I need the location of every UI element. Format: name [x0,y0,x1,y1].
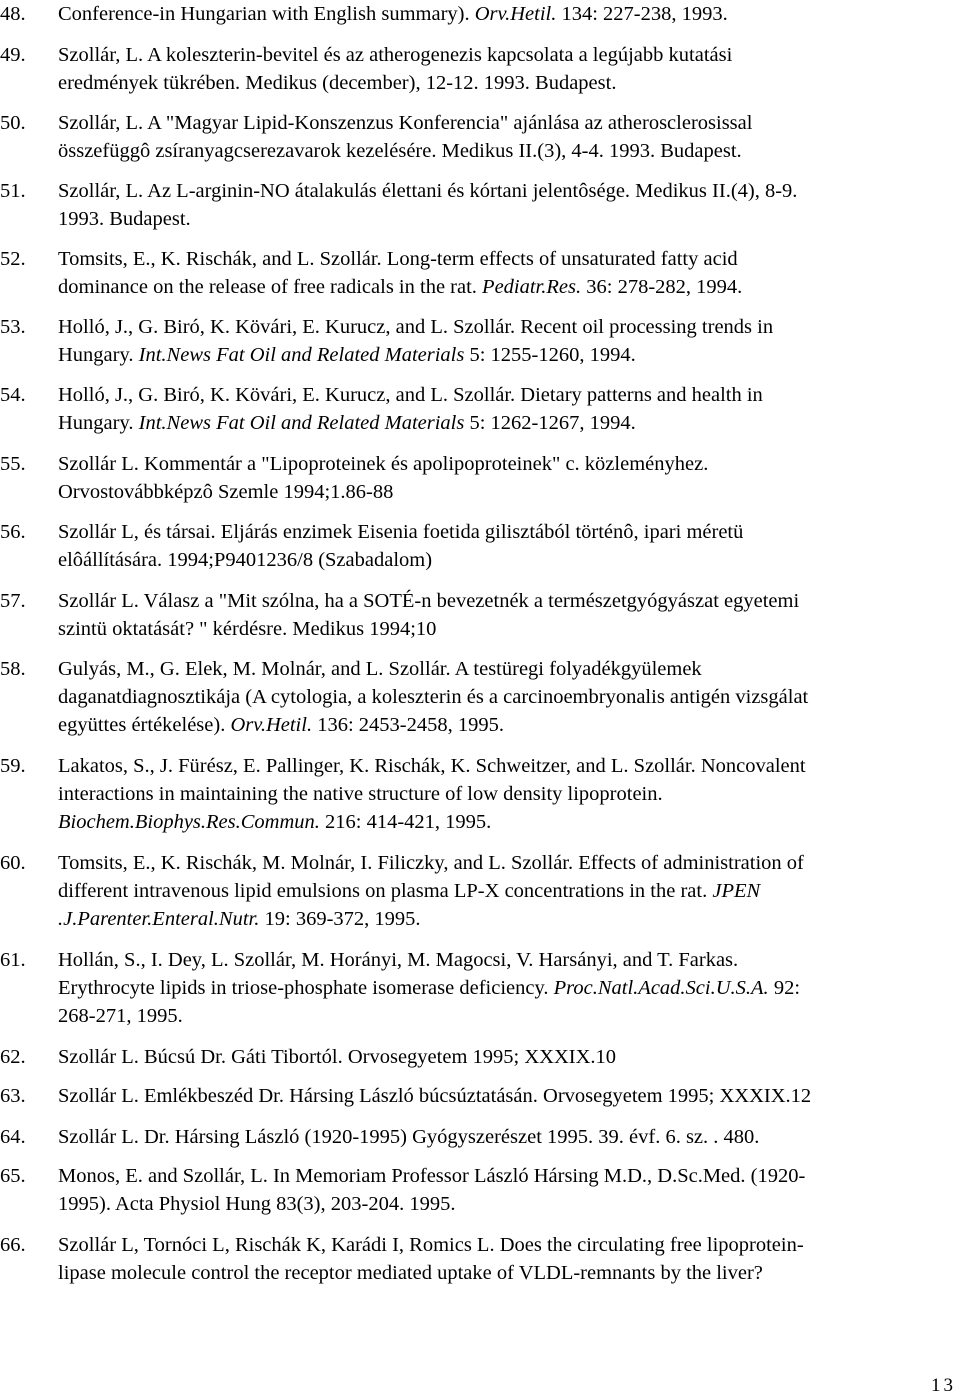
reference-number: 59. [0,755,26,777]
reference-text-run: Szollár L. Válasz a "Mit szólna, ha a SOTÉ-n bevezetnék a természetgyógyászat egyetemi szintü oktatását? " kérdésre. Medikus 1994;10 [58,590,800,640]
reference-text-run: Lakatos, S., J. Fürész, E. Pallinger, K. Rischák, K. Schweitzer, and L. Szollár. Noncovalent interactions in maintaining the native structure of low density lipoprotein. [58,755,806,805]
reference-text-run: Holló, J., G. Biró, K. Kövári, E. Kurucz, and L. Szollár. Recent oil processing trends in Hungary. [58,316,774,366]
reference-text [58,518,956,574]
journal-name: Int.News Fat Oil and Related Materials [138,344,465,366]
journal-name: Pediatr.Res. [482,276,582,298]
reference-text [58,1082,956,1110]
reference-number: 54. [0,384,26,406]
reference-number: 56. [0,521,26,543]
reference-text-run: 36: 278-282, 1994. [581,276,743,298]
reference-number: 55. [0,453,26,475]
reference-number: 62. [0,1046,26,1068]
reference-number: 63. [0,1085,26,1107]
reference-text [58,1123,956,1151]
reference-text-run: 92: 268-271, 1995. [58,977,801,1027]
journal-name: Proc.Natl.Acad.Sci.U.S.A. [553,977,769,999]
reference-text [58,0,956,28]
reference-number: 60. [0,852,26,874]
journal-name: Orv.Hetil. [230,714,313,736]
journal-name: Int.News Fat Oil and Related Materials [138,412,465,434]
reference-text-run: Szollár L. Búcsú Dr. Gáti Tibortól. Orvosegyetem 1995; XXXIX.10 [58,1046,617,1068]
reference-text-run: Tomsits, E., K. Rischák, and L. Szollár. Long-term effects of unsaturated fatty acid dominance on the release of free radicals in the rat. [58,248,738,298]
reference-text-run: 136: 2453-2458, 1995. [312,714,504,736]
reference-text [58,587,956,643]
reference-text-run: 19: 369-372, 1995. [259,908,421,930]
reference-number: 58. [0,658,26,680]
reference-text [58,177,956,233]
reference-number: 51. [0,180,26,202]
journal-name: JPEN .J.Parenter.Enteral.Nutr. [58,880,761,930]
journal-name: Orv.Hetil. [474,3,557,25]
reference-text-run: Szollár, L. A koleszterin-bevitel és az atherogenezis kapcsolata a legújabb kutatási eredmények tükrében. Medikus (december), 12-12. 1993. Budapest. [58,44,733,94]
reference-text [58,655,956,739]
journal-name: Biochem.Biophys.Res.Commun. [58,811,320,833]
reference-text-run: Monos, E. and Szollár, L. In Memoriam Professor László Hársing M.D., D.Sc.Med. (1920- 1995). Acta Physiol Hung 83(3), 203-204. 1995. [58,1165,806,1215]
reference-text [58,109,956,165]
reference-text-run: Szollár, L. A "Magyar Lipid-Konszenzus Konferencia" ajánlása az atherosclerosissal összefüggô zsíranyagcserezavarok kezelésére. Medikus II.(3), 4-4. 1993. Budapest. [58,112,753,162]
reference-number: 66. [0,1234,26,1256]
reference-text-run: Gulyás, M., G. Elek, M. Molnár, and L. Szollár. A testüregi folyadékgyülemek daganatdiagnosztikája (A cytologia, a koleszterin és a carcinoembryonalis antigén vizsgálat együttes értékelése). [58,658,809,736]
reference-number: 64. [0,1126,26,1148]
reference-text [58,849,956,933]
reference-number: 61. [0,949,26,971]
reference-text [58,313,956,369]
reference-text-run: Tomsits, E., K. Rischák, M. Molnár, I. Filiczky, and L. Szollár. Effects of administration of different intravenous lipid emulsions on plasma LP-X concentrations in the rat. [58,852,804,902]
reference-text-run: 5: 1255-1260, 1994. [464,344,636,366]
reference-text [58,41,956,97]
reference-text-run: Conference-in Hungarian with English summary). [58,3,475,25]
reference-number: 50. [0,112,26,134]
reference-text-run: Szollár L, és társai. Eljárás enzimek Eisenia foetida gilisztából történô, ipari méretü elôállítására. 1994;P9401236/8 (Szabadalom) [58,521,744,571]
reference-text-run: 5: 1262-1267, 1994. [464,412,636,434]
reference-text-run: Holló, J., G. Biró, K. Kövári, E. Kurucz, and L. Szollár. Dietary patterns and health in Hungary. [58,384,763,434]
reference-number: 65. [0,1165,26,1187]
reference-text-run: Hollán, S., I. Dey, L. Szollár, M. Horányi, M. Magocsi, V. Harsányi, and T. Farkas. Erythrocyte lipids in triose-phosphate isomerase deficiency. [58,949,739,999]
reference-text-run: Szollár, L. Az L-arginin-NO átalakulás élettani és kórtani jelentôsége. Medikus II.(4), 8-9. 1993. Budapest. [58,180,798,230]
reference-number: 53. [0,316,26,338]
page-number: 13 [931,1375,956,1396]
reference-text [58,450,956,506]
reference-text-run: Szollár L, Tornóci L, Rischák K, Karádi I, Romics L. Does the circulating free lipoprotein- lipase molecule control the receptor mediated uptake of VLDL-remnants by the liver? [58,1234,804,1284]
reference-number: 49. [0,44,26,66]
reference-text [58,1231,956,1287]
reference-text [58,381,956,437]
reference-text-run: 216: 414-421, 1995. [319,811,492,833]
reference-number: 48. [0,3,26,25]
reference-text-run: 134: 227-238, 1993. [556,3,728,25]
reference-text [58,245,956,301]
reference-text [58,946,956,1030]
reference-text [58,752,956,836]
reference-number: 52. [0,248,26,270]
reference-text [58,1162,956,1218]
reference-text [58,1043,956,1071]
reference-text-run: Szollár L. Kommentár a "Lipoproteinek és apolipoproteinek" c. közleményhez. Orvostovábbképzô Szemle 1994;1.86-88 [58,453,709,503]
reference-text-run: Szollár L. Dr. Hársing László (1920-1995) Gyógyszerészet 1995. 39. évf. 6. sz. . 480. [58,1126,760,1148]
reference-text-run: Szollár L. Emlékbeszéd Dr. Hársing László búcsúztatásán. Orvosegyetem 1995; XXXIX.12 [58,1085,812,1107]
reference-number: 57. [0,590,26,612]
